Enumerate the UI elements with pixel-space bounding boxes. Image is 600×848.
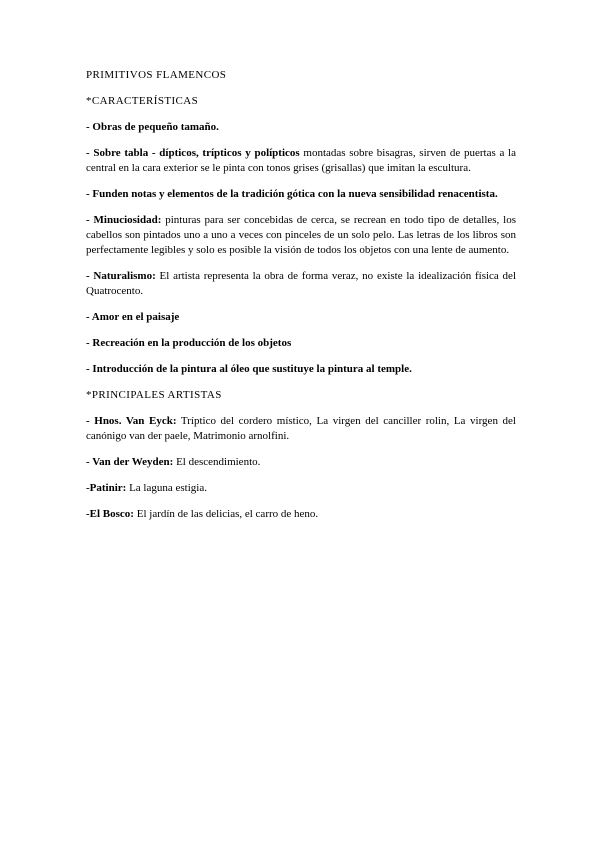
artist-works: La laguna estigia. bbox=[126, 482, 207, 494]
section-heading-artists: *PRINCIPALES ARTISTAS bbox=[86, 389, 222, 401]
artist-item bbox=[86, 455, 516, 470]
characteristic-item bbox=[86, 310, 516, 325]
item-text: El artista representa la obra de forma veraz, no existe la idealización física del Quatrocento. bbox=[86, 270, 516, 297]
item-bold-text: - Introducción de la pintura al óleo que sustituye la pintura al temple. bbox=[86, 363, 412, 375]
item-text: pinturas para ser concebidas de cerca, se recrean en todo tipo de detalles, los cabellos son pintados uno a uno a veces con pinceles de un solo pelo. Las letras de los libros son perfectamente legibles y solo es posible la visión de todos los objetos con una lente de aumento. bbox=[86, 214, 516, 256]
characteristic-item bbox=[86, 269, 516, 299]
document-body bbox=[86, 68, 516, 533]
item-bold-text: - Sobre tabla - dípticos, trípticos y polípticos bbox=[86, 147, 300, 159]
artist-item bbox=[86, 481, 516, 496]
item-bold-text: - Naturalismo: bbox=[86, 270, 156, 282]
artist-item bbox=[86, 507, 516, 522]
section-heading-characteristics: *CARACTERÍSTICAS bbox=[86, 95, 199, 107]
document-title: PRIMITIVOS FLAMENCOS bbox=[86, 69, 227, 81]
artist-name: -Patinir: bbox=[86, 482, 127, 494]
artist-works: El descendimiento. bbox=[173, 456, 261, 468]
characteristic-item bbox=[86, 336, 516, 351]
artist-name: -El Bosco: bbox=[86, 508, 134, 520]
characteristic-item bbox=[86, 362, 516, 377]
characteristic-item bbox=[86, 120, 516, 135]
artist-name: - Van der Weyden: bbox=[86, 456, 174, 468]
artist-works: Tríptico del cordero místico, La virgen del canciller rolin, La virgen del canónigo van der paele, Matrimonio arnolfini. bbox=[86, 415, 516, 442]
item-bold-text: - Recreación en la producción de los objetos bbox=[86, 337, 292, 349]
artist-works: El jardín de las delicias, el carro de heno. bbox=[133, 508, 319, 520]
item-bold-text: - Funden notas y elementos de la tradición gótica con la nueva sensibilidad renacentista. bbox=[86, 188, 498, 200]
artist-item bbox=[86, 414, 516, 444]
artist-name: - Hnos. Van Eyck: bbox=[86, 415, 177, 427]
item-bold-text: - Obras de pequeño tamaño. bbox=[86, 121, 219, 133]
characteristic-item bbox=[86, 146, 516, 176]
item-text: montadas sobre bisagras, sirven de puertas a la central en la cara exterior se le pinta con tonos grises (grisallas) que imitan la escultura. bbox=[86, 147, 516, 174]
item-bold-text: - Minuciosidad: bbox=[86, 214, 162, 226]
characteristic-item bbox=[86, 187, 516, 202]
item-bold-text: - Amor en el paisaje bbox=[86, 311, 180, 323]
characteristic-item bbox=[86, 213, 516, 258]
